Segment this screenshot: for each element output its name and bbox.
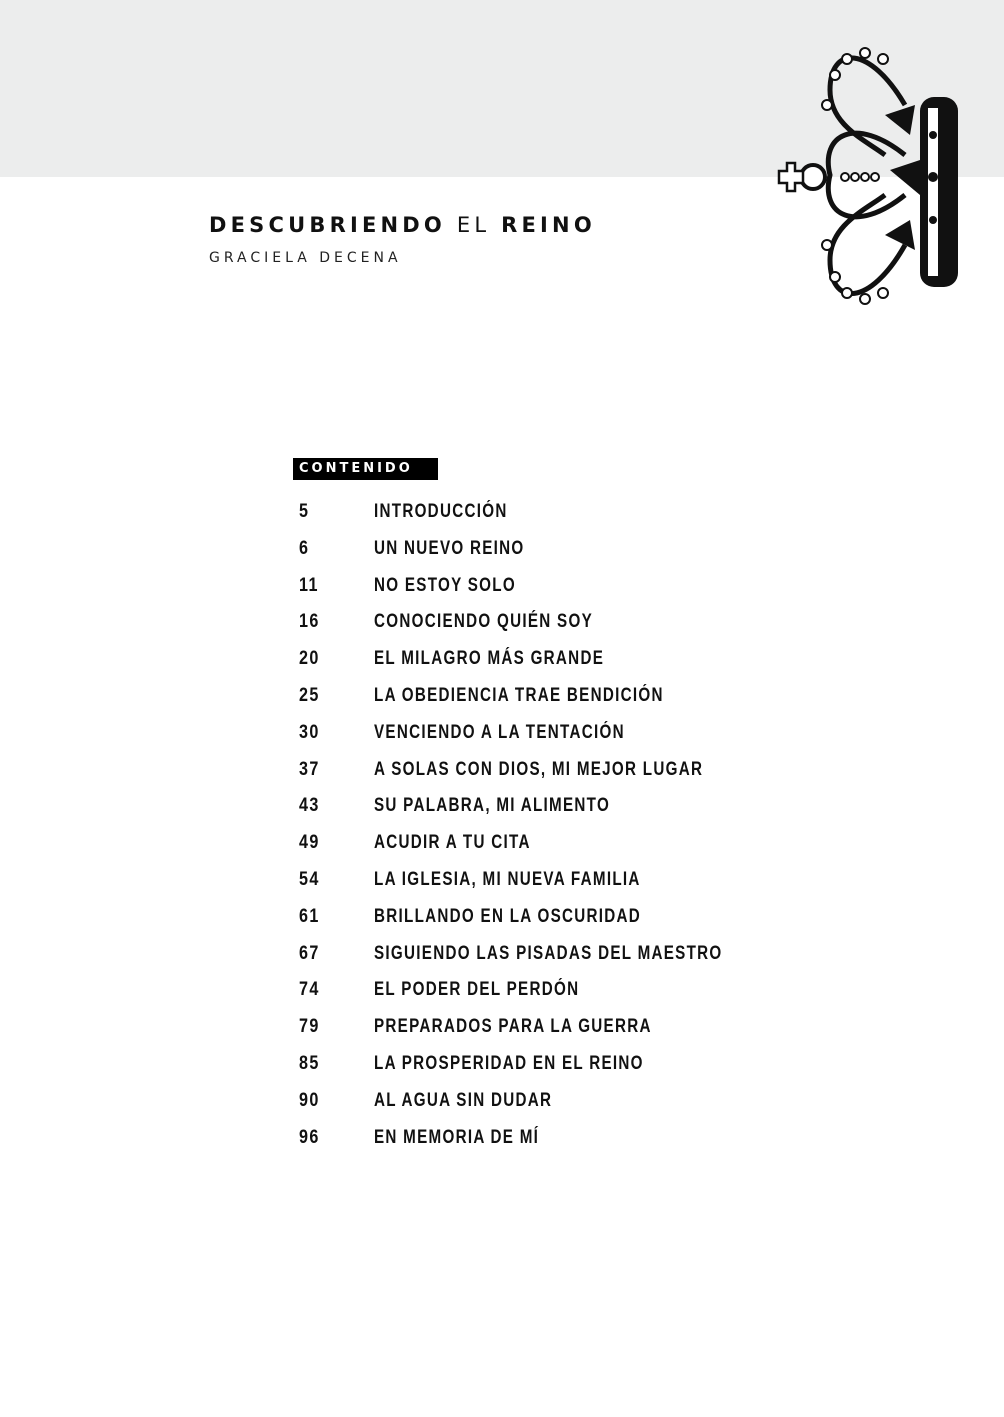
toc-chapter-title: EL MILAGRO MÁS GRANDE xyxy=(374,648,605,670)
toc-page-number: 37 xyxy=(299,758,320,780)
toc-chapter-title: LA PROSPERIDAD EN EL REINO xyxy=(374,1053,644,1074)
toc-page-number: 30 xyxy=(299,721,320,743)
title-part: DESCUBRIENDO xyxy=(209,213,446,237)
toc-chapter-title: LA IGLESIA, MI NUEVA FAMILIA xyxy=(374,869,641,890)
toc-chapter-title: EN MEMORIA DE MÍ xyxy=(374,1126,540,1148)
toc-page-number: 5 xyxy=(299,501,310,522)
crown-illustration xyxy=(775,45,965,307)
toc-chapter-title: A SOLAS CON DIOS, MI MEJOR LUGAR xyxy=(374,758,704,780)
toc-heading: CONTENIDO xyxy=(293,458,438,480)
author-name: GRACIELA DECENA xyxy=(209,250,402,266)
toc-page-number: 74 xyxy=(299,979,320,1001)
toc-page-number: 90 xyxy=(299,1089,320,1111)
toc-page-number: 6 xyxy=(299,537,310,559)
toc-chapter-title: SU PALABRA, MI ALIMENTO xyxy=(374,795,611,817)
toc-chapter-title: VENCIENDO A LA TENTACIÓN xyxy=(374,721,625,743)
toc-page-number: 25 xyxy=(299,685,320,706)
title-part: EL xyxy=(456,213,491,237)
toc-page-number: 54 xyxy=(299,869,320,890)
toc-chapter-title: SIGUIENDO LAS PISADAS DEL MAESTRO xyxy=(374,942,723,964)
toc-page-number: 43 xyxy=(299,795,320,817)
toc-page-number: 85 xyxy=(299,1053,320,1074)
toc-page-number: 79 xyxy=(299,1016,320,1038)
toc-page-number: 11 xyxy=(299,574,319,596)
toc-chapter-title: PREPARADOS PARA LA GUERRA xyxy=(374,1016,652,1038)
toc-chapter-title: ACUDIR A TU CITA xyxy=(374,832,531,854)
toc-page-number: 61 xyxy=(299,905,320,927)
toc-page-number: 20 xyxy=(299,648,320,670)
toc-chapter-title: BRILLANDO EN LA OSCURIDAD xyxy=(374,905,642,927)
toc-chapter-title: AL AGUA SIN DUDAR xyxy=(374,1089,553,1111)
toc-page-number: 67 xyxy=(299,942,320,964)
toc-page-number: 49 xyxy=(299,832,320,854)
toc-chapter-title: INTRODUCCIÓN xyxy=(374,501,508,522)
book-title xyxy=(209,213,596,237)
toc-chapter-title: NO ESTOY SOLO xyxy=(374,574,516,596)
toc-chapter-title: CONOCIENDO QUIÉN SOY xyxy=(374,611,593,633)
title-part: REINO xyxy=(501,213,596,237)
toc-chapter-title: LA OBEDIENCIA TRAE BENDICIÓN xyxy=(374,685,664,706)
toc-chapter-title: EL PODER DEL PERDÓN xyxy=(374,979,580,1001)
toc-page-number: 96 xyxy=(299,1126,320,1148)
toc-chapter-title: UN NUEVO REINO xyxy=(374,537,525,559)
toc-page-number: 16 xyxy=(299,611,320,633)
